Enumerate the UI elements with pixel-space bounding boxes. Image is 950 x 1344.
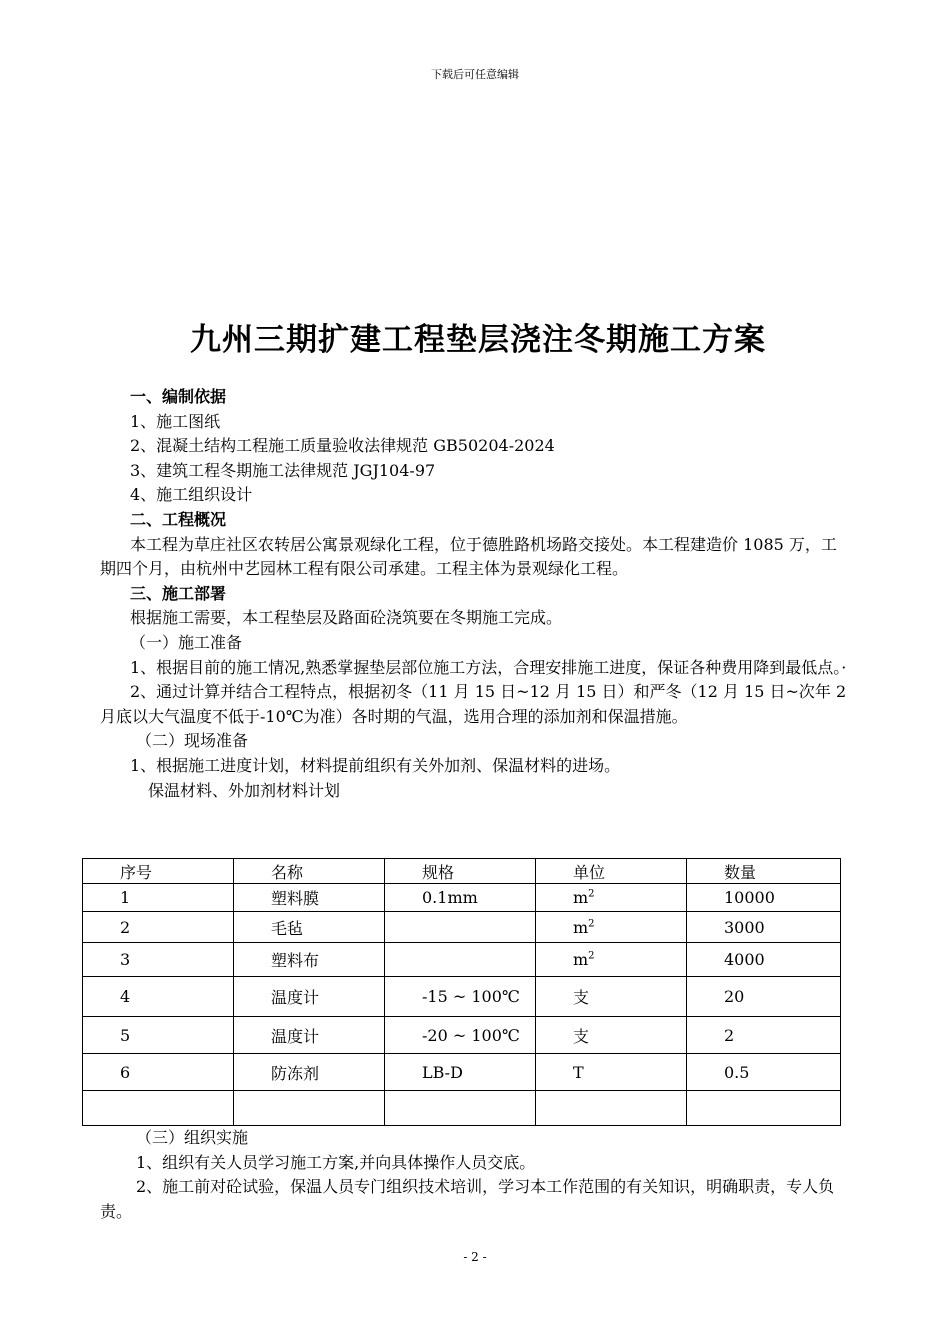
- table-cell: -15 ~ 100℃: [385, 977, 536, 1017]
- table-cell: [536, 943, 687, 977]
- subsection-site-preparation: （二）现场准备: [136, 731, 249, 751]
- table-cell: [234, 1091, 385, 1126]
- deployment-intro: 根据施工需要，本工程垫层及路面砼浇筑要在冬期施工完成。: [130, 608, 563, 628]
- project-overview-paragraph: 本工程为草庄社区农转居公寓景观绿化工程，位于德胜路机场路交接处。本工程建造价 1085 万，工期四个月，由杭州中艺园林工程有限公司承建。工程主体为景观绿化工程。: [100, 534, 837, 579]
- table-cell: 毛毡: [234, 912, 385, 943]
- site-preparation-paragraph: 1、根据施工进度计划，材料提前组织有关外加剂、保温材料的进场。: [130, 755, 621, 775]
- table-row: [83, 977, 841, 1017]
- page-header: 下载后可任意编辑: [431, 68, 519, 81]
- table-cell: 2: [83, 912, 234, 943]
- table-cell: [385, 1091, 536, 1126]
- unit-text: m: [573, 950, 589, 969]
- preparation-paragraph-1: 1、根据目前的施工情况,熟悉掌握垫层部位施工方法，合理安排施工进度，保证各种费用降到最低点。·: [130, 657, 847, 677]
- table-cell: [536, 912, 687, 943]
- table-cell: 1: [83, 884, 234, 912]
- table-row: [83, 1017, 841, 1054]
- table-header-cell: 数量: [687, 859, 841, 884]
- table-cell: [385, 912, 536, 943]
- organization-section: [100, 1126, 850, 1224]
- organization-paragraph-2: 2、施工前对砼试验，保温人员专门组织技术培训，学习本工作范围的有关知识，明确职责，专人负责。: [100, 1177, 835, 1221]
- document-body: [100, 385, 850, 803]
- table-header-cell: 单位: [536, 859, 687, 884]
- table-cell: 2: [687, 1017, 841, 1054]
- unit-text: m: [573, 917, 589, 937]
- table-cell: 10000: [687, 884, 841, 912]
- table-cell: 0.5: [687, 1054, 841, 1091]
- table-row: [83, 884, 841, 912]
- section-2-heading: 二、工程概况: [130, 509, 227, 529]
- organization-paragraph-1: 1、组织有关人员学习施工方案,并向具体操作人员交底。: [136, 1152, 536, 1172]
- subsection-preparation: （一）施工准备: [130, 632, 243, 652]
- basis-item: 3、建筑工程冬期施工法律规范 JGJ104-97: [130, 460, 436, 480]
- unit-superscript: 2: [588, 950, 595, 962]
- table-cell: [536, 884, 687, 912]
- basis-item: 4、施工组织设计: [130, 485, 253, 505]
- table-cell: 4000: [687, 943, 841, 977]
- table-row: [83, 912, 841, 943]
- table-cell: 支: [536, 1017, 687, 1054]
- table-cell: T: [536, 1054, 687, 1091]
- table-cell: 3000: [687, 912, 841, 943]
- table-cell: 6: [83, 1054, 234, 1091]
- table-header-cell: 名称: [234, 859, 385, 884]
- table-cell: 0.1mm: [385, 884, 536, 912]
- table-cell: 防冻剂: [234, 1054, 385, 1091]
- table-cell: 5: [83, 1017, 234, 1054]
- section-3-heading: 三、施工部署: [130, 583, 227, 603]
- table-cell: -20 ~ 100℃: [385, 1017, 536, 1054]
- table-cell: [83, 1091, 234, 1126]
- materials-table: [82, 858, 841, 1126]
- basis-item: 2、混凝土结构工程施工质量验收法律规范 GB50204-2024: [130, 436, 555, 456]
- table-row: [83, 1054, 841, 1091]
- page-number: - 2 -: [463, 1250, 487, 1264]
- table-cell: [385, 943, 536, 977]
- table-cell: 3: [83, 943, 234, 977]
- table-cell: LB-D: [385, 1054, 536, 1091]
- unit-superscript: 2: [588, 888, 595, 900]
- table-header-cell: 规格: [385, 859, 536, 884]
- table-row: [83, 943, 841, 977]
- table-header-row: [83, 859, 841, 884]
- table-cell: 4: [83, 977, 234, 1017]
- table-cell: 塑料膜: [234, 884, 385, 912]
- table-header-cell: 序号: [83, 859, 234, 884]
- table-cell: 温度计: [234, 977, 385, 1017]
- table-cell: [536, 1091, 687, 1126]
- table-cell: 温度计: [234, 1017, 385, 1054]
- table-cell: 20: [687, 977, 841, 1017]
- table-caption: 保温材料、外加剂材料计划: [148, 780, 341, 800]
- basis-item: 1、施工图纸: [130, 411, 221, 431]
- preparation-paragraph-2: 2、通过计算并结合工程特点，根据初冬（11 月 15 日~12 月 15 日）和严冬（12 月 15 日~次年 2 月底以大气温度不低于-10℃为准）各时期的气温，选用合理的添加剂和保温措施。: [100, 682, 847, 726]
- table-row-empty: [83, 1091, 841, 1126]
- table-cell: 塑料布: [234, 943, 385, 977]
- document-title: 九州三期扩建工程垫层浇注冬期施工方案: [190, 322, 766, 358]
- table-cell: [687, 1091, 841, 1126]
- unit-superscript: 2: [588, 918, 595, 930]
- subsection-organization: （三）组织实施: [136, 1128, 249, 1147]
- unit-text: m: [573, 888, 589, 907]
- section-1-heading: 一、编制依据: [130, 387, 227, 406]
- table-cell: 支: [536, 977, 687, 1017]
